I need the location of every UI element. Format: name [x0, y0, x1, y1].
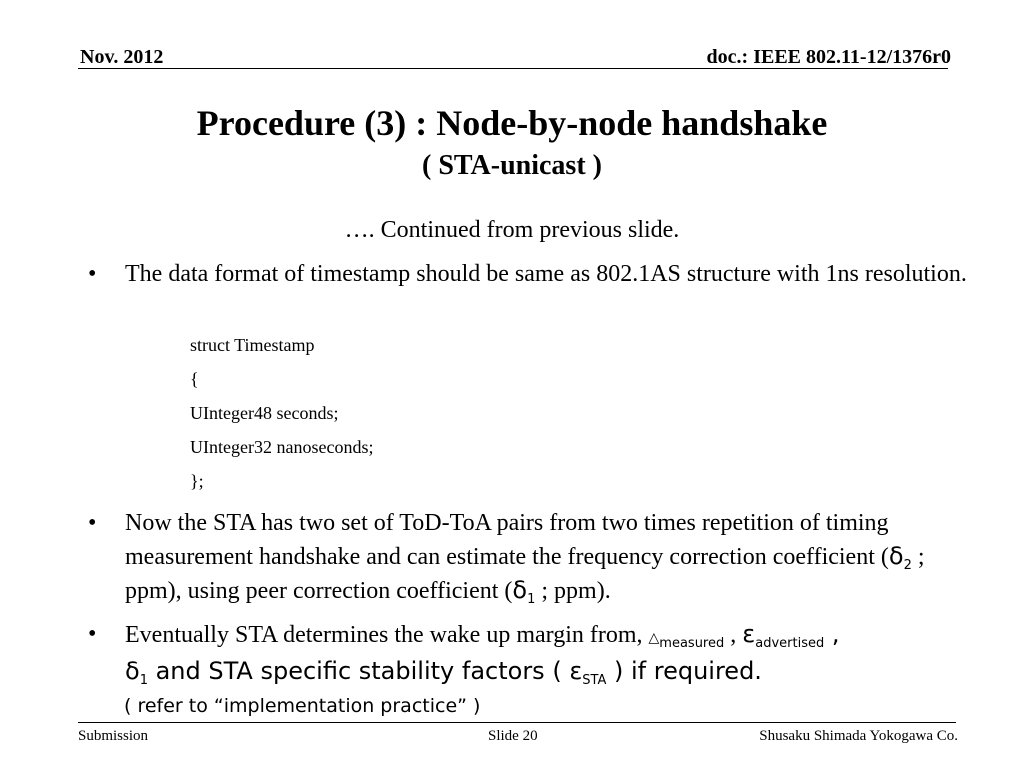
subscript: 2: [903, 558, 912, 573]
code-line: UInteger32 nanoseconds;: [190, 437, 374, 457]
code-line: struct Timestamp: [190, 335, 315, 355]
header-date: Nov. 2012: [80, 46, 164, 68]
bullet-wake-up-margin: [88, 618, 973, 689]
refer-note: ( refer to “implementation practice” ): [124, 695, 481, 717]
text-run: Eventually STA determines the wake up margin from,: [125, 622, 649, 648]
epsilon-symbol: ε: [742, 620, 756, 648]
bullet-timestamp-format: [88, 258, 973, 291]
text-run: ,: [824, 620, 840, 648]
footer-submission: Submission: [78, 728, 149, 744]
bullet-text: [125, 618, 973, 689]
code-line: };: [190, 471, 204, 491]
subscript: 1: [139, 673, 148, 688]
text-run: ; ppm), using peer correction coefficient (: [125, 544, 925, 604]
footer-slide-number: Slide 20: [488, 728, 538, 744]
subscript: measured: [659, 636, 725, 651]
header-doc-id: doc.: IEEE 802.11-12/1376r0: [706, 46, 951, 68]
code-line: UInteger48 seconds;: [190, 403, 339, 423]
slide-title: Procedure (3) : Node-by-node handshake: [196, 103, 828, 143]
code-line: {: [190, 369, 199, 389]
bullet-text: The data format of timestamp should be same as 802.1AS structure with 1ns resolution.: [125, 261, 967, 287]
subscript: 1: [527, 592, 536, 607]
delta-symbol: δ: [888, 542, 904, 570]
subscript: STA: [582, 673, 607, 688]
slide-subtitle: ( STA-unicast ): [422, 150, 602, 181]
bullet-marker: •: [88, 261, 97, 287]
footer-divider: [78, 722, 956, 723]
text-run: ; ppm).: [535, 578, 611, 604]
text-run: ) if required.: [606, 657, 762, 685]
epsilon-symbol: ε: [569, 657, 583, 685]
triangle-symbol: △: [648, 630, 660, 646]
bullet-marker: •: [88, 621, 97, 647]
text-run: ,: [724, 622, 743, 648]
bullet-frequency-correction: [88, 507, 973, 608]
subscript: advertised: [755, 636, 825, 651]
bullet-text: [125, 507, 973, 608]
text-run: and STA specific stability factors (: [147, 657, 570, 685]
continued-note: …. Continued from previous slide.: [344, 217, 680, 243]
text-run: Now the STA has two set of ToD-ToA pairs from two times repetition of timing measurement handshake and can estimate the frequency correction coefficient (: [125, 510, 889, 570]
bullet-marker: •: [88, 510, 97, 536]
footer-author: Shusaku Shimada Yokogawa Co.: [759, 728, 958, 744]
delta-symbol: δ: [512, 576, 528, 604]
header-divider: [78, 68, 948, 69]
delta-symbol: δ: [125, 657, 140, 685]
